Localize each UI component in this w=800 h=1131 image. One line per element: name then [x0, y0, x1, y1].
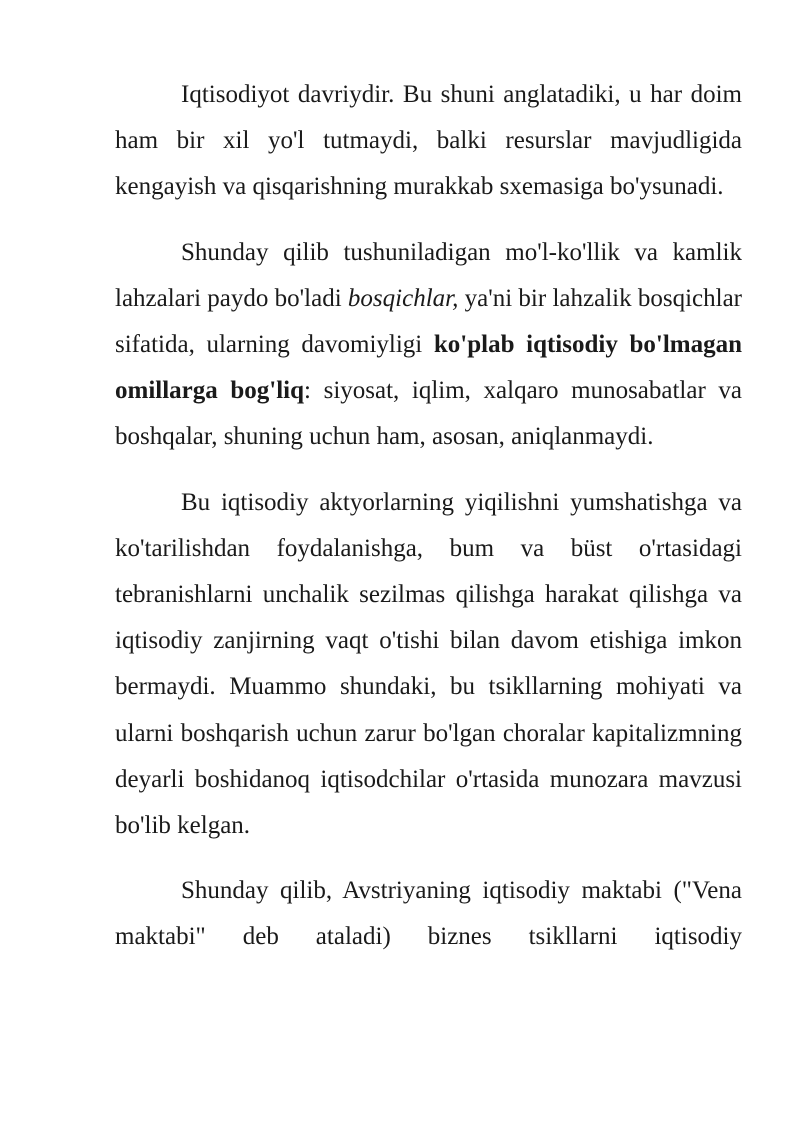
document-page	[115, 72, 742, 961]
paragraph-2-italic-term: bosqichlar,	[347, 284, 459, 312]
paragraph-3	[115, 480, 742, 850]
paragraph-1	[115, 72, 742, 211]
paragraph-1-text: Iqtisodiyot davriydir. Bu shuni anglatadiki, u har doim ham bir xil yo'l tutmaydi, balki resurslar mavjudligida kengayish va qisqarishning murakkab sxemasiga bo'ysunadi.	[115, 81, 742, 201]
paragraph-4-text: Shunday qilib, Avstriyaning iqtisodiy maktabi ("Vena maktabi" deb ataladi) biznes tsikllarni iqtisodiy	[115, 877, 742, 951]
paragraph-2-text-b: ya'ni bir lahzalik bosqichlar sifatida, ularning davomiyligi	[115, 284, 742, 359]
paragraph-2-text-c: : siyosat, iqlim, xalqaro munosabatlar va boshqalar, shuning uchun ham, asosan, aniqlanmaydi.	[115, 377, 743, 451]
paragraph-2-bold-phrase: ko'plab iqtisodiy bo'lmagan omillarga bog'liq	[115, 331, 742, 405]
paragraph-2	[115, 230, 742, 461]
paragraph-2-text-a: Shunday qilib tushuniladigan mo'l-ko'llik va kamlik lahzalari paydo bo'ladi	[115, 238, 742, 312]
paragraph-3-text: Bu iqtisodiy aktyorlarning yiqilishni yumshatishga va ko'tarilishdan foydalanishga, bum va büst o'rtasidagi tebranishlarni unchalik sezilmas qilishga harakat qilishga va iqtisodiy zanjirning vaqt o'tishi bilan davom etishiga imkon bermaydi. Muammo shundaki, bu tsikllarning mohiyati va ularni boshqarish uchun zarur bo'lgan choralar kapitalizmning deyarli boshidanoq iqtisodchilar o'rtasida munozara mavzusi bo'lib kelgan.	[115, 488, 742, 840]
paragraph-4	[115, 868, 742, 960]
